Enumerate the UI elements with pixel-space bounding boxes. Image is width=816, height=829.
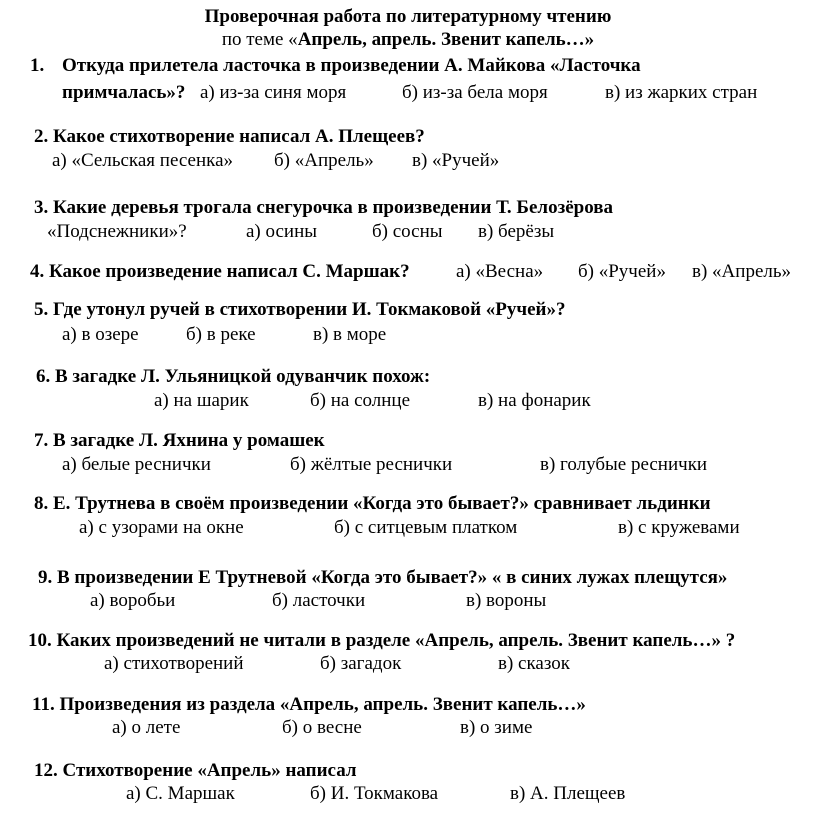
question-12-text: 12. Стихотворение «Апрель» написал <box>34 760 357 781</box>
question-9-option-c: в) вороны <box>466 590 547 611</box>
question-7-option-c: в) голубые реснички <box>540 454 708 475</box>
question-6-option-c: в) на фонарик <box>478 390 591 411</box>
question-3-option-a: а) осины <box>246 221 318 242</box>
question-4-option-b: б) «Ручей» <box>578 261 666 282</box>
question-5-option-c: в) в море <box>313 324 387 345</box>
question-11-option-c: в) о зиме <box>460 717 533 738</box>
page-title: Проверочная работа по литературному чтению <box>204 6 612 27</box>
question-11-option-a: а) о лете <box>112 717 181 738</box>
question-2-option-c: в) «Ручей» <box>412 150 500 171</box>
question-3-option-c: в) берёзы <box>478 221 555 242</box>
question-4-option-a: а) «Весна» <box>456 261 544 282</box>
question-12-option-c: в) А. Плещеев <box>510 783 626 804</box>
page-subtitle <box>0 29 816 51</box>
question-9-option-b: б) ласточки <box>272 590 366 611</box>
question-5-option-b: б) в реке <box>186 324 256 345</box>
question-8-option-c: в) с кружевами <box>618 517 740 538</box>
question-10-text: 10. Каких произведений не читали в разделе «Апрель, апрель. Звенит капель…» ? <box>28 630 736 651</box>
question-5-text: 5. Где утонул ручей в стихотворении И. Токмаковой «Ручей»? <box>34 299 566 320</box>
question-10-option-b: б) загадок <box>320 653 402 674</box>
question-6-option-b: б) на солнце <box>310 390 411 411</box>
question-7-text: 7. В загадке Л. Яхнина у ромашек <box>34 430 325 451</box>
question-6-text: 6. В загадке Л. Ульяницкой одуванчик похож: <box>36 366 431 387</box>
question-7-option-b: б) жёлтые реснички <box>290 454 453 475</box>
question-1-number: 1. <box>30 55 45 76</box>
question-3-continuation: «Подснежники»? <box>47 221 187 242</box>
question-2-option-b: б) «Апрель» <box>274 150 374 171</box>
question-8-option-a: а) с узорами на окне <box>79 517 244 538</box>
question-4-option-c: в) «Апрель» <box>692 261 792 282</box>
question-5-option-a: а) в озере <box>62 324 139 345</box>
question-9-option-a: а) воробьи <box>90 590 176 611</box>
question-12-option-b: б) И. Токмакова <box>310 783 439 804</box>
question-1-option-c: в) из жарких стран <box>605 82 758 103</box>
question-4-text: 4. Какое произведение написал С. Маршак? <box>30 261 410 282</box>
question-3-text: 3. Какие деревья трогала снегурочка в произведении Т. Белозёрова <box>34 197 613 218</box>
question-1-text-line2: примчалась»? <box>62 82 186 103</box>
question-11-option-b: б) о весне <box>282 717 362 738</box>
question-2-option-a: а) «Сельская песенка» <box>52 150 234 171</box>
question-3-option-b: б) сосны <box>372 221 443 242</box>
question-1-option-b: б) из-за бела моря <box>402 82 548 103</box>
question-11-text: 11. Произведения из раздела «Апрель, апрель. Звенит капель…» <box>32 694 586 715</box>
question-10-option-a: а) стихотворений <box>104 653 244 674</box>
question-1-text-line1: Откуда прилетела ласточка в произведении А. Майкова «Ласточка <box>62 55 641 76</box>
subtitle-prefix: по теме « <box>221 29 298 50</box>
question-7-option-a: а) белые реснички <box>62 454 211 475</box>
question-10-option-c: в) сказок <box>498 653 570 674</box>
question-9-text: 9. В произведении Е Трутневой «Когда это бывает?» « в синих лужах плещутся» <box>38 567 728 588</box>
question-2-text: 2. Какое стихотворение написал А. Плещеев? <box>34 126 425 147</box>
question-6-option-a: а) на шарик <box>154 390 249 411</box>
question-8-text: 8. Е. Трутнева в своём произведении «Когда это бывает?» сравнивает льдинки <box>34 493 711 514</box>
question-12-option-a: а) С. Маршак <box>126 783 235 804</box>
subtitle-topic: Апрель, апрель. Звенит капель…» <box>297 29 595 50</box>
question-1-option-a: а) из-за синя моря <box>200 82 347 103</box>
question-8-option-b: б) с ситцевым платком <box>334 517 518 538</box>
